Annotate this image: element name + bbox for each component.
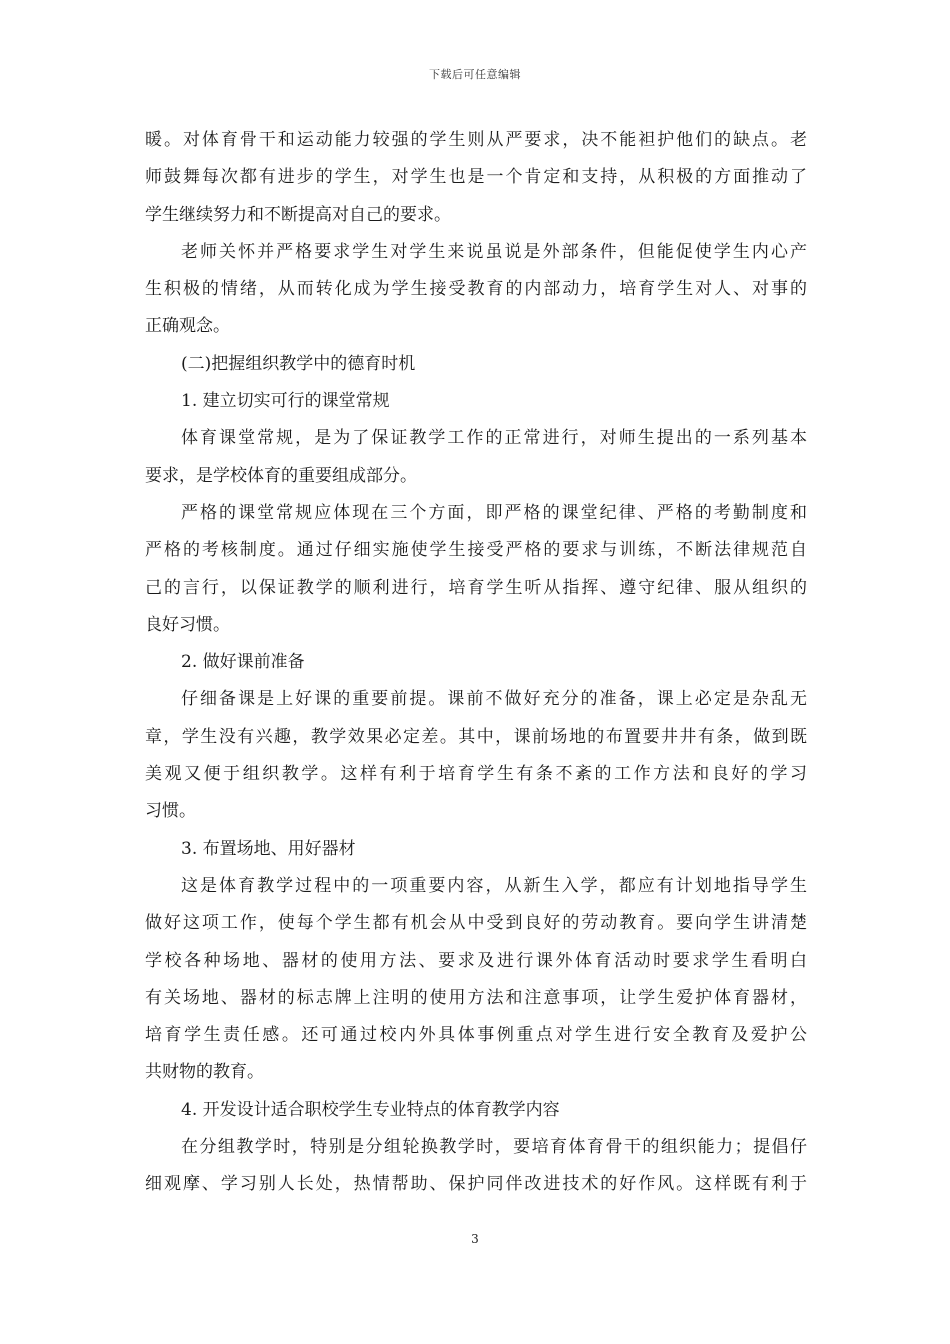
text-line: 这是体育教学过程中的一项重要内容，从新生入学，都应有计划地指导学生 [181,875,807,896]
text-line: 己的言行，以保证教学的顺利进行，培育学生听从指挥、遵守纪律、服从组织的 [145,577,807,598]
text-line: 老师关怀并严格要求学生对学生来说虽说是外部条件，但能促使学生内心产 [181,241,807,262]
text-line: 学校各种场地、器材的使用方法、要求及进行课外体育活动时要求学生看明白 [145,950,807,971]
text-line: 有关场地、器材的标志牌上注明的使用方法和注意事项，让学生爱护体育器材， [145,987,807,1008]
page-header: 下载后可任意编辑 [429,68,521,81]
text-line: 在分组教学时，特别是分组轮换教学时，要培育体育骨干的组织能力；提倡仔 [181,1137,807,1158]
text-line: 做好这项工作，使每个学生都有机会从中受到良好的劳动教育。要向学生讲清楚 [145,913,807,934]
text-line: 培育学生责任感。还可通过校内外具体事例重点对学生进行安全教育及爱护公 [145,1025,807,1046]
text-line: 生积极的情绪，从而转化成为学生接受教育的内部动力，培育学生对人、对事的 [145,279,807,300]
text-line: 严格的课堂常规应体现在三个方面，即严格的课堂纪律、严格的考勤制度和 [181,502,807,523]
text-line: 细观摩、学习别人长处，热情帮助、保护同伴改进技术的好作风。这样既有利于 [145,1174,807,1195]
text-line: 美观又便于组织教学。这样有利于培育学生有条不紊的工作方法和良好的学习 [145,764,807,785]
text-line: 共财物的教育。 [145,1062,264,1083]
text-line: 良好习惯。 [145,614,230,635]
text-line: (二)把握组织教学中的德育时机 [181,353,416,374]
page-number: 3 [471,1232,479,1246]
text-line: 2. 做好课前准备 [181,652,305,673]
document-body [145,122,807,1204]
text-line: 4. 开发设计适合职校学生专业特点的体育教学内容 [181,1099,560,1120]
text-line: 严格的考核制度。通过仔细实施使学生接受严格的要求与训练，不断法律规范自 [145,540,807,561]
text-line: 师鼓舞每次都有进步的学生，对学生也是一个肯定和支持，从积极的方面推动了 [145,167,807,188]
text-line: 3. 布置场地、用好器材 [181,838,356,859]
text-line: 体育课堂常规，是为了保证教学工作的正常进行，对师生提出的一系列基本 [181,428,807,449]
text-line: 要求，是学校体育的重要组成部分。 [145,465,417,486]
text-line: 正确观念。 [145,316,230,337]
text-line: 1. 建立切实可行的课堂常规 [181,391,390,412]
text-line: 暖。对体育骨干和运动能力较强的学生则从严要求，决不能袒护他们的缺点。老 [145,130,807,150]
text-line: 习惯。 [145,801,196,822]
text-line: 仔细备课是上好课的重要前提。课前不做好充分的准备，课上必定是杂乱无 [181,689,807,710]
text-line: 章，学生没有兴趣，教学效果必定差。其中，课前场地的布置要井井有条，做到既 [145,726,807,747]
text-line: 学生继续努力和不断提高对自己的要求。 [145,204,451,225]
